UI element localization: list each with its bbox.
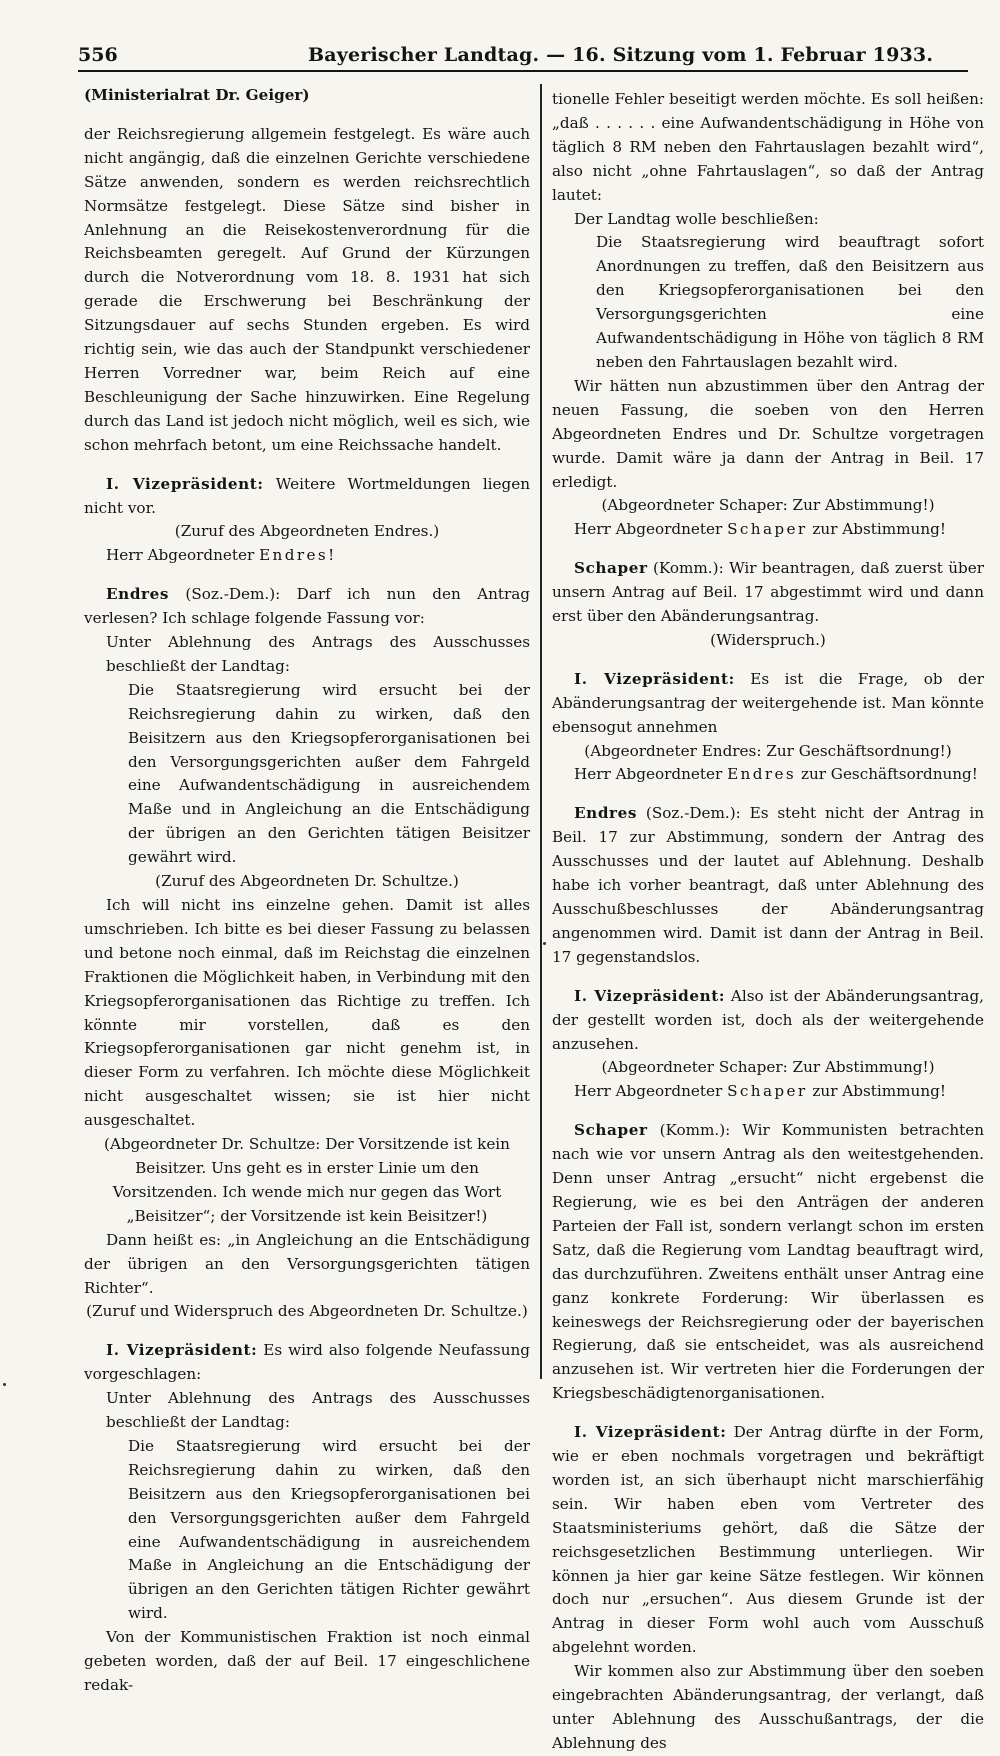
speech-text: (Komm.): Wir beantragen, daß zuerst über unsern Antrag auf Beil. 17 abgestimmt wird und dann erst über den Abänderungsantrag. xyxy=(552,559,985,626)
speaker-name: Endres xyxy=(574,804,638,823)
right-column xyxy=(552,88,985,1752)
speech-text: Der Antrag dürfte in der Form, wie er eben nochmals vorgetragen und bekräftigt worden ist, an sich überhaupt nicht marschierfähig sein. Wir haben eben vom Vertreter des Staatsministeriums gehört, daß die Sätze der reichsgesetzlichen Bestimmung unterliegen. Wir können ja hier gar keine Sätze festlegen. Wir können doch nur „ersuchen“. Aus diesem Grunde ist der Antrag in dieser Form wohl auch vom Ausschuß abgelehnt worden. xyxy=(552,1423,984,1657)
paragraph: Wir hätten nun abzustimmen über den Antrag der neuen Fassung, die soeben von den Herren Abgeordneten Endres und Dr. Schultze vorgetragen wurde. Damit wäre ja dann der Antrag in Beil. 17 erledigt. xyxy=(552,376,984,491)
running-title: Bayerischer Landtag. — 16. Sitzung vom 1. Februar 1933. xyxy=(308,44,934,66)
motion-intro: Unter Ablehnung des Antrags des Ausschusses beschließt der Landtag: xyxy=(106,633,530,675)
speaker-name: I. Vizepräsident: xyxy=(574,669,735,688)
paragraph: tionelle Fehler beseitigt werden möchte. Es soll heißen: „daß . . . . . . eine Aufwandentschädigung in Höhe von täglich 8 RM neben den Fahrtauslagen bezahlt wird“, also nicht „ohne Fahrtauslagen“, so daß der Antrag lautet: xyxy=(552,90,984,204)
paragraph xyxy=(552,802,984,969)
interjection: (Zuruf und Widerspruch des Abgeordneten Dr. Schultze.) xyxy=(86,1302,528,1321)
speaker-continuation: (Ministerialrat Dr. Geiger) xyxy=(84,86,310,104)
running-header xyxy=(78,44,968,72)
speaker-name: I. Vizepräsident: xyxy=(106,474,264,493)
interjection: (Abgeordneter Schaper: Zur Abstimmung!) xyxy=(601,496,935,515)
left-column xyxy=(84,84,531,1694)
paragraph xyxy=(552,557,984,629)
speaker-name: Schaper xyxy=(574,1121,648,1140)
paragraph: Wir kommen also zur Abstimmung über den soeben eingebrachten Abänderungsantrag, der verlangt, daß unter Ablehnung des Ausschußantrags, der die Ablehnung des xyxy=(552,1662,984,1752)
speaker-name: Endres! xyxy=(259,546,337,565)
interjection: (Abgeordneter Endres: Zur Geschäftsordnung!) xyxy=(584,741,952,760)
column-divider xyxy=(540,84,542,1379)
speaker-name: Endres xyxy=(106,585,170,604)
paragraph: Von der Kommunistischen Fraktion ist noch einmal gebeten worden, daß der auf Beil. 17 eingeschlichene redak- xyxy=(84,1628,530,1694)
motion-text: Die Staatsregierung wird ersucht bei der Reichsregierung dahin zu wirken, daß den Beisitzern aus den Kriegsopferorganisationen bei den Versorgungsgerichten außer dem Fahrgeld eine Aufwandentschädigung in ausreichendem Maße in Angleichung an die Entschädigung der übrigen an den Gerichten tätigen Richter gewährt wird. xyxy=(128,1436,530,1623)
address-text: Herr Abgeordneter xyxy=(106,546,255,565)
address-text: Herr Abgeordneter xyxy=(574,520,723,539)
paragraph xyxy=(84,583,530,631)
speech-text: (Soz.-Dem.): Es steht nicht der Antrag in Beil. 17 zur Abstimmung, sondern der Antrag des Ausschusses und der lautet auf Ablehnung. Deshalb habe ich vorher beantragt, daß unter Ablehnung des Ausschußbeschlusses der Abänderungsantrag angenommen wird. Damit ist dann der Antrag in Beil. 17 gegenstandslos. xyxy=(552,804,985,966)
speaker-name: Endres xyxy=(727,765,797,784)
motion-text: Die Staatsregierung wird ersucht bei der Reichsregierung dahin zu wirken, daß den Beisitzern aus den Kriegsopferorganisationen bei den Versorgungsgerichten außer dem Fahrgeld eine Aufwandentschädigung in ausreichendem Maße und in Angleichung an die Entschädigung der übrigen an den Gerichten tätigen Beisitzer gewährt wird. xyxy=(128,680,530,867)
paragraph xyxy=(552,985,984,1057)
speech-text: Es ist die Frage, ob der Abänderungsantrag der weitergehende ist. Man könnte ebensogut annehmen xyxy=(552,669,984,736)
address-text: Herr Abgeordneter xyxy=(574,1082,723,1101)
paragraph xyxy=(552,1080,984,1104)
print-speck xyxy=(543,942,546,945)
paragraph xyxy=(84,544,530,568)
speaker-name: I. Vizepräsident: xyxy=(106,1341,258,1360)
interjection: (Zuruf des Abgeordneten Endres.) xyxy=(174,522,440,541)
interjection: (Widerspruch.) xyxy=(710,630,826,649)
paragraph xyxy=(552,1421,984,1660)
address-text: zur Geschäftsordnung! xyxy=(800,765,978,784)
paragraph xyxy=(84,1339,530,1387)
speaker-name: I. Vizepräsident: xyxy=(574,1423,727,1442)
paragraph xyxy=(552,668,984,740)
paragraph xyxy=(552,1119,984,1406)
speaker-name: Schaper xyxy=(574,559,648,578)
paragraph xyxy=(552,763,984,787)
address-text: zur Abstimmung! xyxy=(812,520,946,539)
speech-text: (Soz.-Dem.): Darf ich nun den Antrag verlesen? Ich schlage folgende Fassung vor: xyxy=(84,585,531,628)
print-speck xyxy=(3,1383,6,1386)
address-text: zur Abstimmung! xyxy=(812,1082,946,1101)
interjection: (Abgeordneter Schaper: Zur Abstimmung!) xyxy=(601,1058,935,1077)
speech-text: Es wird also folgende Neufassung vorgeschlagen: xyxy=(84,1341,531,1384)
address-text: Herr Abgeordneter xyxy=(574,765,723,784)
speaker-name: Schaper xyxy=(727,1082,808,1101)
speech-text: Also ist der Abänderungsantrag, der gestellt worden ist, doch als der weitergehende anzusehen. xyxy=(552,986,984,1053)
speech-text: (Komm.): Wir Kommunisten betrachten nach wie vor unsern Antrag als den weitestgehenden. Denn unser Antrag „ersucht“ nicht ergebenst die Regierung, wie es bei den Anträgen der anderen Parteien der Fall ist, sondern verlangt schon im ersten Satz, daß die Regierung vom Landtag beauftragt wird, das durchzuführen. Zweitens enthält unser Antrag eine ganz konkrete Forderung: Wir überlassen es keineswegs der Reichsregierung oder der bayerischen Regierung, daß sie entscheidet, was als ausreichend anzusehen ist. Wir vertreten hier die Forderungen der Kriegsbeschädigtenorganisationen. xyxy=(552,1121,984,1403)
paragraph: der Reichsregierung allgemein festgelegt. Es wäre auch nicht angängig, daß die einzelnen Gerichte verschiedene Sätze anwenden, sondern es werden reichsrechtlich Normsätze festgelegt. Diese Sätze sind bisher in Anlehnung an die Reisekostenverordnung für die Reichsbeamten geregelt. Auf Grund der Kürzungen durch die Notverordnung vom 18. 8. 1931 hat sich gerade die Erschwerung bei Beschränkung der Sitzungsdauer auf sechs Stunden ergeben. Es wird richtig sein, wie das auch der Standpunkt verschiedener Herren Vorredner war, beim Reich auf eine Beschleunigung der Sache hinzuwirken. Eine Regelung durch das Land ist jedoch nicht möglich, weil es sich, wie schon mehrfach betont, um eine Reichssache handelt. xyxy=(84,124,530,454)
motion-intro: Der Landtag wolle beschließen: xyxy=(574,209,819,228)
paragraph xyxy=(552,518,984,542)
interjection: (Zuruf des Abgeordneten Dr. Schultze.) xyxy=(155,872,459,891)
interjection: (Abgeordneter Dr. Schultze: Der Vorsitzende ist kein Beisitzer. Uns geht es in erster Linie um den Vorsitzenden. Ich wende mich nur gegen das Wort „Beisitzer“; der Vorsitzende ist kein Beisitzer!) xyxy=(104,1135,510,1225)
paragraph xyxy=(84,473,530,521)
paragraph: Dann heißt es: „in Angleichung an die Entschädigung der übrigen an den Versorgungsgerichten tätigen Richter“. xyxy=(84,1230,530,1297)
motion-intro: Unter Ablehnung des Antrags des Ausschusses beschließt der Landtag: xyxy=(106,1389,530,1432)
page-number: 556 xyxy=(78,44,118,66)
speech-text: Weitere Wortmeldungen liegen nicht vor. xyxy=(84,474,531,517)
paragraph: Ich will nicht ins einzelne gehen. Damit ist alles umschrieben. Ich bitte es bei dieser Fassung zu belassen und betone noch einmal, daß im Reichstag die einzelnen Fraktionen die Möglichkeit haben, in Verbindung mit den Kriegsopferorganisationen das Richtige zu treffen. Ich könnte mir vorstellen, daß es den Kriegsopferorganisationen gar nicht genehm ist, in dieser Form zu verfahren. Ich möchte diese Möglichkeit nicht ausgeschaltet wissen; sie ist hier nicht ausgeschaltet. xyxy=(84,896,530,1130)
motion-text: Die Staatsregierung wird beauftragt sofort Anordnungen zu treffen, daß den Beisitzern aus den Kriegsopferorganisationen bei den Versorgungsgerichten eine Aufwandentschädigung in Höhe von täglich 8 RM neben den Fahrtauslagen bezahlt wird. xyxy=(596,233,984,371)
speaker-name: I. Vizepräsident: xyxy=(574,986,726,1005)
speaker-name: Schaper xyxy=(727,520,808,539)
